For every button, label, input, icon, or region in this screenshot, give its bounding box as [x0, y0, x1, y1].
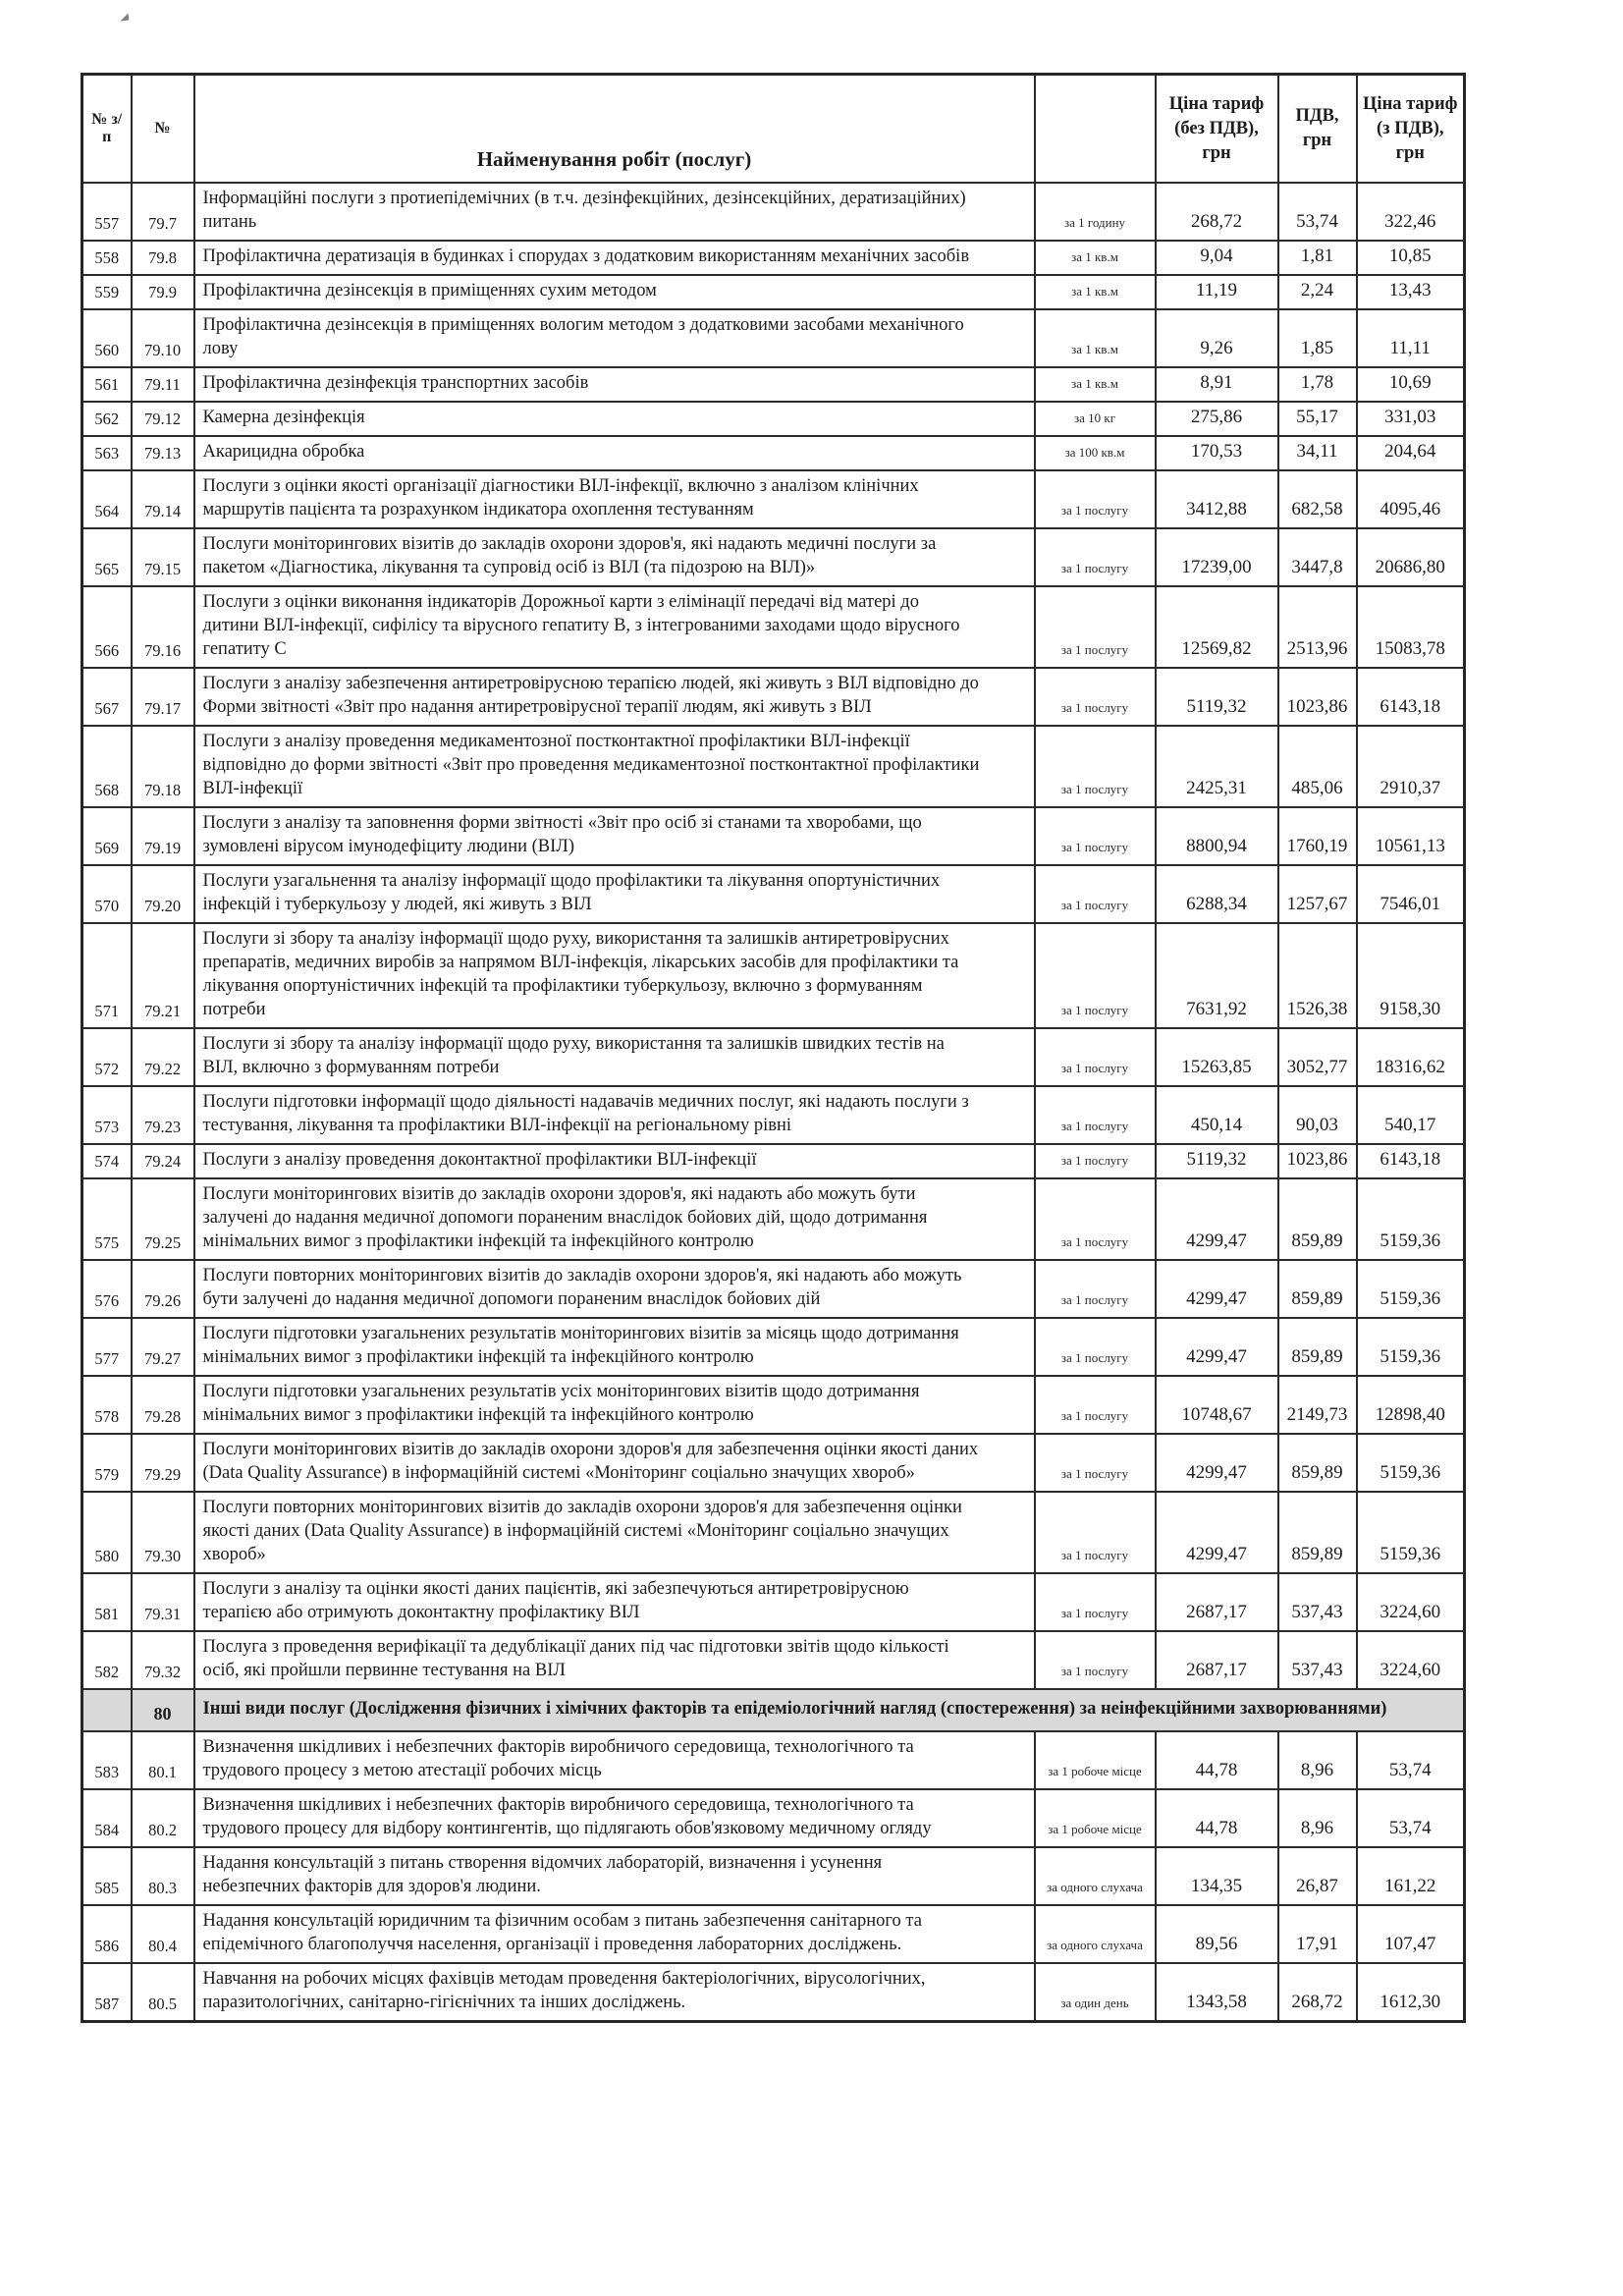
row-vat: 859,89 [1278, 1492, 1357, 1573]
row-num: 574 [82, 1144, 132, 1178]
header-row [82, 75, 1465, 184]
row-price-no-vat: 10748,67 [1156, 1376, 1278, 1434]
row-price-no-vat: 17239,00 [1156, 528, 1278, 586]
row-name: Акарицидна обробка [194, 436, 1035, 470]
row-unit: за 1 послугу [1035, 586, 1156, 668]
row-num: 575 [82, 1178, 132, 1260]
row-vat: 1,85 [1278, 309, 1357, 367]
scan-artifact-speck [120, 13, 130, 21]
row-unit: за 1 послугу [1035, 1631, 1156, 1689]
row-name: Навчання на робочих місцях фахівців методам проведення бактеріологічних, вірусологічних, паразитологічних, санітарно-гігієнічних та інших досліджень. [194, 1963, 1035, 2022]
row-price-with-vat: 3224,60 [1357, 1573, 1465, 1631]
row-unit: за 1 робоче місце [1035, 1731, 1156, 1789]
row-unit: за 1 послугу [1035, 668, 1156, 726]
row-vat: 8,96 [1278, 1731, 1357, 1789]
row-code: 79.14 [132, 470, 194, 528]
row-num: 572 [82, 1028, 132, 1086]
row-unit: за 1 послугу [1035, 1178, 1156, 1260]
row-name: Послуги узагальнення та аналізу інформації щодо профілактики та лікування опортуністичних інфекцій і туберкульозу у людей, які живуть з ВІЛ [194, 865, 1035, 923]
row-num: 581 [82, 1573, 132, 1631]
row-price-no-vat: 5119,32 [1156, 1144, 1278, 1178]
row-num: 563 [82, 436, 132, 470]
table-row [82, 367, 1465, 402]
row-num: 567 [82, 668, 132, 726]
row-code: 79.31 [132, 1573, 194, 1631]
table-body [82, 183, 1465, 2022]
row-code: 79.29 [132, 1434, 194, 1492]
table-row [82, 726, 1465, 807]
row-code: 79.8 [132, 241, 194, 275]
row-unit: за 1 послугу [1035, 807, 1156, 865]
row-price-with-vat: 53,74 [1357, 1789, 1465, 1847]
row-name: Послуги підготовки узагальнених результатів усіх моніторингових візитів щодо дотримання мінімальних вимог з профілактики інфекцій та інфекційного контролю [194, 1376, 1035, 1434]
row-code: 79.16 [132, 586, 194, 668]
row-name: Послуги з аналізу забезпечення антиретровірусною терапією людей, які живуть з ВІЛ відповідно до Форми звітності «Звіт про надання антиретровірусної терапії людям, які живуть з ВІЛ [194, 668, 1035, 726]
row-name: Послуги з аналізу та оцінки якості даних пацієнтів, які забезпечуються антиретровірусною терапією або отримують доконтактну профілактику ВІЛ [194, 1573, 1035, 1631]
table-row [82, 183, 1465, 241]
row-unit: за 1 послугу [1035, 1260, 1156, 1318]
row-name: Послуги зі збору та аналізу інформації щодо руху, використання та залишків антиретровірусних препаратів, медичних виробів за напрямом ВІЛ-інфекція, лікарських засобів для профілактики та лікування опортуністичних інфекцій та профілактики туберкульозу, включно з формуванням потреби [194, 923, 1035, 1028]
row-num: 576 [82, 1260, 132, 1318]
row-num: 580 [82, 1492, 132, 1573]
row-price-no-vat: 275,86 [1156, 402, 1278, 436]
row-price-no-vat: 268,72 [1156, 183, 1278, 241]
row-price-with-vat: 331,03 [1357, 402, 1465, 436]
row-unit: за 1 послугу [1035, 923, 1156, 1028]
row-unit: за один день [1035, 1963, 1156, 2022]
row-name: Послуги моніторингових візитів до закладів охорони здоров'я, які надають медичні послуги за пакетом «Діагностика, лікування та супровід осіб із ВІЛ (та підозрою на ВІЛ)» [194, 528, 1035, 586]
row-vat: 1,78 [1278, 367, 1357, 402]
row-price-no-vat: 44,78 [1156, 1731, 1278, 1789]
row-num: 565 [82, 528, 132, 586]
row-name: Послуга з проведення верифікації та дедублікації даних під час підготовки звітів щодо кількості осіб, які пройшли первинне тестування на ВІЛ [194, 1631, 1035, 1689]
row-unit: за 1 послугу [1035, 1376, 1156, 1434]
row-code: 79.26 [132, 1260, 194, 1318]
row-code: 79.24 [132, 1144, 194, 1178]
row-vat: 859,89 [1278, 1178, 1357, 1260]
row-code: 79.9 [132, 275, 194, 309]
row-name: Визначення шкідливих і небезпечних факторів виробничого середовища, технологічного та трудового процесу з метою атестації робочих місць [194, 1731, 1035, 1789]
row-name: Інформаційні послуги з протиепідемічних (в т.ч. дезінфекційних, дезінсекційних, дератизаційних) питань [194, 183, 1035, 241]
row-unit: за 1 послугу [1035, 1028, 1156, 1086]
row-code: 79.13 [132, 436, 194, 470]
row-code: 79.10 [132, 309, 194, 367]
table-row [82, 668, 1465, 726]
table-header [82, 75, 1465, 184]
row-price-no-vat: 15263,85 [1156, 1028, 1278, 1086]
row-num: 562 [82, 402, 132, 436]
row-vat: 26,87 [1278, 1847, 1357, 1905]
row-price-with-vat: 1612,30 [1357, 1963, 1465, 2022]
header-vat: ПДВ, грн [1278, 75, 1357, 184]
table-row [82, 309, 1465, 367]
row-num: 579 [82, 1434, 132, 1492]
row-vat: 1760,19 [1278, 807, 1357, 865]
row-unit: за 1 кв.м [1035, 275, 1156, 309]
row-name: Надання консультацій юридичним та фізичним особам з питань забезпечення санітарного та епідемічного благополуччя населення, організації і проведення лабораторних досліджень. [194, 1905, 1035, 1963]
row-price-with-vat: 540,17 [1357, 1086, 1465, 1144]
row-num: 587 [82, 1963, 132, 2022]
row-name: Визначення шкідливих і небезпечних факторів виробничого середовища, технологічного та трудового процесу для відбору контингентів, що підлягають обов'язковому медичному огляду [194, 1789, 1035, 1847]
row-num: 568 [82, 726, 132, 807]
table-row [82, 470, 1465, 528]
row-num: 569 [82, 807, 132, 865]
row-num: 573 [82, 1086, 132, 1144]
row-price-no-vat: 134,35 [1156, 1847, 1278, 1905]
table-row [82, 1028, 1465, 1086]
table-row [82, 923, 1465, 1028]
table-row [82, 1963, 1465, 2022]
row-unit: за 1 послугу [1035, 528, 1156, 586]
row-name: Надання консультацій з питань створення відомчих лабораторій, визначення і усунення небезпечних факторів для здоров'я людини. [194, 1847, 1035, 1905]
table-row [82, 1260, 1465, 1318]
row-code: 80.4 [132, 1905, 194, 1963]
row-code: 80 [132, 1689, 194, 1731]
table-row [82, 1434, 1465, 1492]
table-row [82, 1376, 1465, 1434]
row-price-with-vat: 10,85 [1357, 241, 1465, 275]
row-vat: 2,24 [1278, 275, 1357, 309]
row-price-with-vat: 12898,40 [1357, 1376, 1465, 1434]
table-row [82, 1492, 1465, 1573]
row-unit: за одного слухача [1035, 1905, 1156, 1963]
row-unit: за одного слухача [1035, 1847, 1156, 1905]
row-vat: 34,11 [1278, 436, 1357, 470]
table-row [82, 807, 1465, 865]
row-code: 79.27 [132, 1318, 194, 1376]
row-price-no-vat: 8800,94 [1156, 807, 1278, 865]
row-code: 79.32 [132, 1631, 194, 1689]
row-price-no-vat: 3412,88 [1156, 470, 1278, 528]
row-code: 79.19 [132, 807, 194, 865]
row-num: 583 [82, 1731, 132, 1789]
row-price-no-vat: 4299,47 [1156, 1318, 1278, 1376]
header-code: № [132, 75, 194, 184]
row-unit: за 1 послугу [1035, 1086, 1156, 1144]
row-name: Послуги з аналізу та заповнення форми звітності «Звіт про осіб зі станами та хворобами, що зумовлені вірусом імунодефіциту людини (ВІЛ) [194, 807, 1035, 865]
table-row [82, 402, 1465, 436]
row-vat: 1023,86 [1278, 668, 1357, 726]
table-row [82, 586, 1465, 668]
row-vat: 1526,38 [1278, 923, 1357, 1028]
row-vat: 55,17 [1278, 402, 1357, 436]
row-code: 79.28 [132, 1376, 194, 1434]
row-price-with-vat: 13,43 [1357, 275, 1465, 309]
row-vat: 1023,86 [1278, 1144, 1357, 1178]
row-name: Послуги з оцінки якості організації діагностики ВІЛ-інфекції, включно з аналізом клінічних маршрутів пацієнта та розрахунком індикатора охоплення тестуванням [194, 470, 1035, 528]
row-name: Профілактична дезінсекція в приміщеннях сухим методом [194, 275, 1035, 309]
table-row [82, 241, 1465, 275]
row-vat: 859,89 [1278, 1260, 1357, 1318]
row-name: Послуги з аналізу проведення доконтактної профілактики ВІЛ-інфекції [194, 1144, 1035, 1178]
row-code: 79.11 [132, 367, 194, 402]
row-code: 80.1 [132, 1731, 194, 1789]
row-num: 585 [82, 1847, 132, 1905]
table-row [82, 1318, 1465, 1376]
row-price-with-vat: 15083,78 [1357, 586, 1465, 668]
row-price-no-vat: 44,78 [1156, 1789, 1278, 1847]
row-price-no-vat: 11,19 [1156, 275, 1278, 309]
row-price-no-vat: 9,26 [1156, 309, 1278, 367]
row-vat: 1,81 [1278, 241, 1357, 275]
section-row [82, 1689, 1465, 1731]
row-price-with-vat: 5159,36 [1357, 1318, 1465, 1376]
row-name: Послуги моніторингових візитів до закладів охорони здоров'я для забезпечення оцінки якості даних (Data Quality Assurance) в інформаційній системі «Моніторинг соціально значущих хвороб» [194, 1434, 1035, 1492]
row-name: Профілактична дератизація в будинках і спорудах з додатковим використанням механічних засобів [194, 241, 1035, 275]
row-price-no-vat: 4299,47 [1156, 1434, 1278, 1492]
row-unit: за 1 послугу [1035, 726, 1156, 807]
row-unit: за 1 послугу [1035, 1318, 1156, 1376]
row-num: 586 [82, 1905, 132, 1963]
header-unit [1035, 75, 1156, 184]
row-code: 79.25 [132, 1178, 194, 1260]
table-row [82, 1178, 1465, 1260]
row-code: 80.2 [132, 1789, 194, 1847]
row-code: 79.12 [132, 402, 194, 436]
row-price-no-vat: 2687,17 [1156, 1573, 1278, 1631]
row-code: 80.3 [132, 1847, 194, 1905]
row-code: 79.22 [132, 1028, 194, 1086]
table-row [82, 1086, 1465, 1144]
row-code: 79.23 [132, 1086, 194, 1144]
row-name: Профілактична дезінсекція в приміщеннях вологим методом з додатковими засобами механічного лову [194, 309, 1035, 367]
row-price-no-vat: 6288,34 [1156, 865, 1278, 923]
row-price-with-vat: 10561,13 [1357, 807, 1465, 865]
row-vat: 537,43 [1278, 1573, 1357, 1631]
row-unit: за 1 годину [1035, 183, 1156, 241]
row-price-with-vat: 10,69 [1357, 367, 1465, 402]
table-row [82, 1573, 1465, 1631]
row-price-with-vat: 107,47 [1357, 1905, 1465, 1963]
row-num: 561 [82, 367, 132, 402]
row-num: 570 [82, 865, 132, 923]
row-price-no-vat: 12569,82 [1156, 586, 1278, 668]
row-unit: за 1 послугу [1035, 1573, 1156, 1631]
row-name: Послуги підготовки інформації щодо діяльності надавачів медичних послуг, які надають послуги з тестування, лікування та профілактики ВІЛ-інфекції на регіональному рівні [194, 1086, 1035, 1144]
tariff-table [81, 73, 1466, 2023]
row-code: 80.5 [132, 1963, 194, 2022]
row-vat: 682,58 [1278, 470, 1357, 528]
row-vat: 53,74 [1278, 183, 1357, 241]
row-num: 560 [82, 309, 132, 367]
row-price-no-vat: 4299,47 [1156, 1492, 1278, 1573]
row-price-no-vat: 8,91 [1156, 367, 1278, 402]
row-vat: 90,03 [1278, 1086, 1357, 1144]
row-unit: за 1 послугу [1035, 1492, 1156, 1573]
row-price-with-vat: 4095,46 [1357, 470, 1465, 528]
row-price-no-vat: 89,56 [1156, 1905, 1278, 1963]
row-name: Послуги зі збору та аналізу інформації щодо руху, використання та залишків швидких тестів на ВІЛ, включно з формуванням потреби [194, 1028, 1035, 1086]
row-vat: 2149,73 [1278, 1376, 1357, 1434]
header-num: № з/п [82, 75, 132, 184]
row-name: Послуги підготовки узагальнених результатів моніторингових візитів за місяць щодо дотримання мінімальних вимог з профілактики інфекцій та інфекційного контролю [194, 1318, 1035, 1376]
row-code: 79.7 [132, 183, 194, 241]
row-unit: за 1 послугу [1035, 1144, 1156, 1178]
table-row [82, 528, 1465, 586]
table-row [82, 1631, 1465, 1689]
row-num: 584 [82, 1789, 132, 1847]
row-name: Послуги з оцінки виконання індикаторів Дорожньої карти з елімінації передачі від матері до дитини ВІЛ-інфекції, сифілісу та вірусного гепатиту В, з інтегрованими заходами щодо вірусного гепатиту С [194, 586, 1035, 668]
row-price-with-vat: 53,74 [1357, 1731, 1465, 1789]
row-price-no-vat: 2425,31 [1156, 726, 1278, 807]
header-name: Найменування робіт (послуг) [194, 75, 1035, 184]
row-price-with-vat: 3224,60 [1357, 1631, 1465, 1689]
row-price-no-vat: 170,53 [1156, 436, 1278, 470]
table-row [82, 865, 1465, 923]
table-row [82, 1731, 1465, 1789]
row-num: 557 [82, 183, 132, 241]
row-name: Послуги повторних моніторингових візитів до закладів охорони здоров'я для забезпечення оцінки якості даних (Data Quality Assurance) в інформаційній системі «Моніторинг соціально значущих хвороб» [194, 1492, 1035, 1573]
row-name: Послуги повторних моніторингових візитів до закладів охорони здоров'я, які надають або можуть бути залучені до надання медичної допомоги пораненим внаслідок бойових дій [194, 1260, 1035, 1318]
table-row [82, 275, 1465, 309]
row-price-with-vat: 20686,80 [1357, 528, 1465, 586]
header-price-with-vat: Ціна тариф (з ПДВ), грн [1357, 75, 1465, 184]
section-title: Інші види послуг (Дослідження фізичних і хімічних факторів та епідеміологічний нагляд (спостереження) за неінфекційними захворюваннями) [194, 1689, 1465, 1731]
row-price-with-vat: 204,64 [1357, 436, 1465, 470]
row-code: 79.21 [132, 923, 194, 1028]
row-price-no-vat: 4299,47 [1156, 1260, 1278, 1318]
row-num: 558 [82, 241, 132, 275]
row-vat: 1257,67 [1278, 865, 1357, 923]
row-name: Профілактична дезінфекція транспортних засобів [194, 367, 1035, 402]
row-vat: 17,91 [1278, 1905, 1357, 1963]
row-vat: 3052,77 [1278, 1028, 1357, 1086]
table-row [82, 1847, 1465, 1905]
row-price-with-vat: 6143,18 [1357, 668, 1465, 726]
row-num: 559 [82, 275, 132, 309]
row-vat: 3447,8 [1278, 528, 1357, 586]
row-price-with-vat: 5159,36 [1357, 1260, 1465, 1318]
row-code: 79.15 [132, 528, 194, 586]
row-unit: за 100 кв.м [1035, 436, 1156, 470]
row-unit: за 1 послугу [1035, 865, 1156, 923]
row-name: Послуги моніторингових візитів до закладів охорони здоров'я, які надають або можуть бути залучені до надання медичної допомоги пораненим внаслідок бойових дій, щодо дотримання мінімальних вимог з профілактики інфекцій та інфекційного контролю [194, 1178, 1035, 1260]
row-price-with-vat: 5159,36 [1357, 1434, 1465, 1492]
row-num: 564 [82, 470, 132, 528]
row-name: Камерна дезінфекція [194, 402, 1035, 436]
row-vat: 859,89 [1278, 1318, 1357, 1376]
row-unit: за 10 кг [1035, 402, 1156, 436]
row-vat: 537,43 [1278, 1631, 1357, 1689]
row-price-with-vat: 161,22 [1357, 1847, 1465, 1905]
row-name: Послуги з аналізу проведення медикаментозної постконтактної профілактики ВІЛ-інфекції відповідно до форми звітності «Звіт про проведення медикаментозної постконтактної профілактики ВІЛ-інфекції [194, 726, 1035, 807]
row-price-with-vat: 2910,37 [1357, 726, 1465, 807]
row-price-with-vat: 9158,30 [1357, 923, 1465, 1028]
row-price-no-vat: 2687,17 [1156, 1631, 1278, 1689]
table-row [82, 436, 1465, 470]
row-code: 79.17 [132, 668, 194, 726]
row-price-with-vat: 6143,18 [1357, 1144, 1465, 1178]
row-price-with-vat: 5159,36 [1357, 1178, 1465, 1260]
table-row [82, 1144, 1465, 1178]
row-unit: за 1 кв.м [1035, 309, 1156, 367]
row-price-no-vat: 5119,32 [1156, 668, 1278, 726]
row-price-no-vat: 450,14 [1156, 1086, 1278, 1144]
row-price-with-vat: 7546,01 [1357, 865, 1465, 923]
row-vat: 859,89 [1278, 1434, 1357, 1492]
row-unit: за 1 послугу [1035, 470, 1156, 528]
row-num: 582 [82, 1631, 132, 1689]
table-row [82, 1789, 1465, 1847]
row-unit: за 1 робоче місце [1035, 1789, 1156, 1847]
row-num: 577 [82, 1318, 132, 1376]
row-code: 79.20 [132, 865, 194, 923]
table-row [82, 1905, 1465, 1963]
row-num: 578 [82, 1376, 132, 1434]
row-price-no-vat: 9,04 [1156, 241, 1278, 275]
row-num [82, 1689, 132, 1731]
row-price-with-vat: 322,46 [1357, 183, 1465, 241]
row-price-no-vat: 4299,47 [1156, 1178, 1278, 1260]
row-num: 571 [82, 923, 132, 1028]
row-vat: 268,72 [1278, 1963, 1357, 2022]
header-price-no-vat: Ціна тариф (без ПДВ), грн [1156, 75, 1278, 184]
row-price-no-vat: 7631,92 [1156, 923, 1278, 1028]
row-price-no-vat: 1343,58 [1156, 1963, 1278, 2022]
row-price-with-vat: 5159,36 [1357, 1492, 1465, 1573]
row-unit: за 1 кв.м [1035, 367, 1156, 402]
row-price-with-vat: 18316,62 [1357, 1028, 1465, 1086]
row-unit: за 1 кв.м [1035, 241, 1156, 275]
row-vat: 8,96 [1278, 1789, 1357, 1847]
row-vat: 2513,96 [1278, 586, 1357, 668]
row-price-with-vat: 11,11 [1357, 309, 1465, 367]
row-code: 79.18 [132, 726, 194, 807]
row-code: 79.30 [132, 1492, 194, 1573]
row-vat: 485,06 [1278, 726, 1357, 807]
row-num: 566 [82, 586, 132, 668]
row-unit: за 1 послугу [1035, 1434, 1156, 1492]
